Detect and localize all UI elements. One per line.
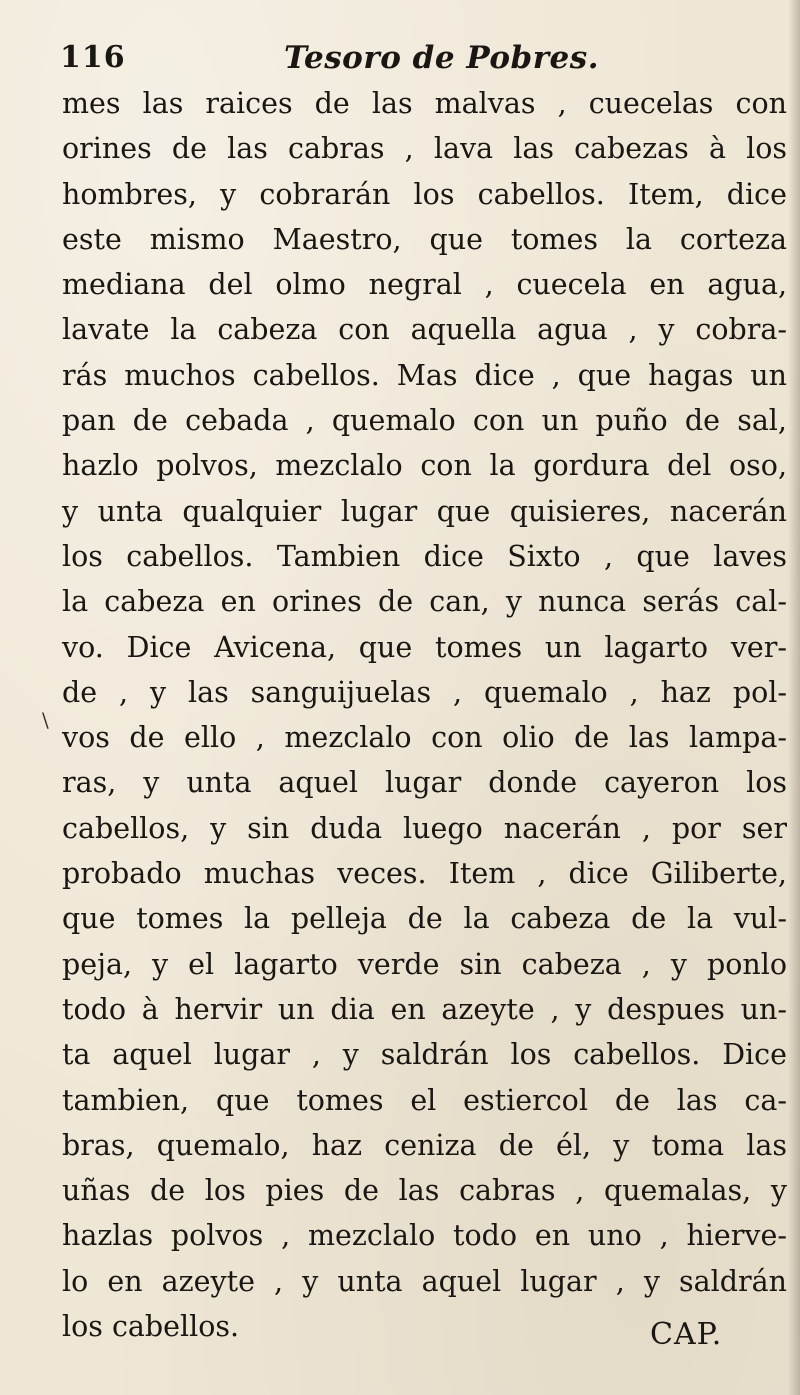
text-line: probado muchas veces. Item , dice Giliberte, xyxy=(62,857,787,891)
page-header xyxy=(60,40,760,84)
text-line: peja, y el lagarto verde sin cabeza , y ponlo xyxy=(62,947,787,981)
text-line: todo à hervir un dia en azeyte , y despues un- xyxy=(62,992,787,1026)
catchword: CAP. xyxy=(650,1317,723,1352)
text-line: mediana del olmo negral , cuecela en agua, xyxy=(62,268,787,302)
page-number: 116 xyxy=(60,40,126,75)
text-line: ta aquel lugar , y saldrán los cabellos. Dice xyxy=(62,1038,787,1072)
text-line: tambien, que tomes el estiercol de las ca- xyxy=(62,1083,787,1117)
text-line: los cabellos. Tambien dice Sixto , que laves xyxy=(62,539,787,573)
page-edge-shadow xyxy=(788,0,800,1395)
text-line: cabellos, y sin duda luego nacerán , por ser xyxy=(62,811,787,845)
text-line: que tomes la pelleja de la cabeza de la vul- xyxy=(62,902,787,936)
text-line: mes las raices de las malvas , cuecelas con xyxy=(62,87,787,120)
text-line: hazlo polvos, mezclalo con la gordura del oso, xyxy=(62,449,787,483)
text-line: y unta qualquier lugar que quisieres, nacerán xyxy=(62,494,787,528)
running-head: Tesoro de Pobres. xyxy=(284,40,599,76)
text-line: los cabellos. xyxy=(62,1310,240,1344)
text-line: pan de cebada , quemalo con un puño de sal, xyxy=(62,404,787,438)
text-line: uñas de los pies de las cabras , quemalas, y xyxy=(62,1174,787,1208)
text-line: hazlas polvos , mezclalo todo en uno , hierve- xyxy=(62,1219,787,1253)
text-line: ras, y unta aquel lugar donde cayeron los xyxy=(62,766,787,800)
text-line: este mismo Maestro, que tomes la corteza xyxy=(62,222,787,256)
body-text xyxy=(62,81,787,1349)
text-line: vo. Dice Avicena, que tomes un lagarto ver- xyxy=(62,630,787,664)
text-line: orines de las cabras , lava las cabezas à los xyxy=(62,132,787,166)
text-line: la cabeza en orines de can, y nunca serás cal- xyxy=(62,585,787,619)
text-line: vos de ello , mezclalo con olio de las lampa- xyxy=(62,721,787,755)
text-line: hombres, y cobrarán los cabellos. Item, dice xyxy=(62,177,787,211)
text-line: bras, quemalo, haz ceniza de él, y toma las xyxy=(62,1128,787,1162)
text-line: lo en azeyte , y unta aquel lugar , y saldrán xyxy=(62,1264,787,1298)
margin-mark: \ xyxy=(42,708,49,732)
text-line: de , y las sanguijuelas , quemalo , haz pol- xyxy=(62,675,787,709)
text-line: lavate la cabeza con aquella agua , y cobra- xyxy=(62,313,787,347)
text-line: rás muchos cabellos. Mas dice , que hagas un xyxy=(62,358,787,392)
